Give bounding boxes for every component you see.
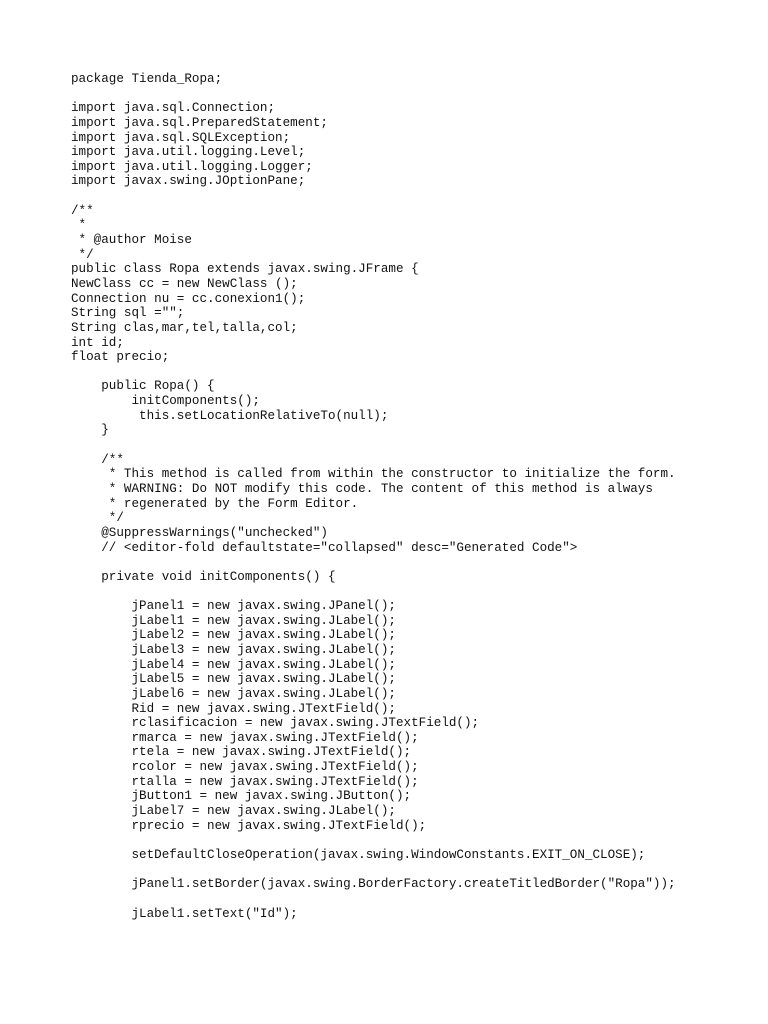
code-line: jLabel2 = new javax.swing.JLabel(); (71, 628, 396, 643)
code-line: jLabel4 = new javax.swing.JLabel(); (71, 657, 396, 672)
code-line: */ (71, 511, 124, 526)
code-line: jLabel5 = new javax.swing.JLabel(); (71, 672, 396, 687)
code-line (71, 189, 676, 204)
code-line: } (71, 423, 109, 438)
code-line: * @author Moise (71, 233, 192, 248)
code-line (71, 863, 676, 878)
code-line (71, 892, 676, 907)
code-line: import java.sql.PreparedStatement; (71, 115, 328, 130)
code-line (71, 555, 676, 570)
code-line: setDefaultCloseOperation(javax.swing.WindowConstants.EXIT_ON_CLOSE); (71, 847, 646, 862)
code-line: String clas,mar,tel,talla,col; (71, 320, 298, 335)
code-line: this.setLocationRelativeTo(null); (71, 408, 389, 423)
code-block (71, 72, 676, 921)
code-line: jLabel3 = new javax.swing.JLabel(); (71, 642, 396, 657)
code-line: import java.sql.SQLException; (71, 130, 291, 145)
code-line: jLabel1 = new javax.swing.JLabel(); (71, 613, 396, 628)
code-line: * This method is called from within the constructor to initialize the form. (71, 467, 676, 482)
code-line: int id; (71, 335, 124, 350)
code-line: rprecio = new javax.swing.JTextField(); (71, 818, 427, 833)
code-line: /** (71, 452, 124, 467)
code-line: rtela = new javax.swing.JTextField(); (71, 745, 412, 760)
code-line: jLabel1.setText("Id"); (71, 906, 298, 921)
code-line: jLabel7 = new javax.swing.JLabel(); (71, 804, 396, 819)
code-line: /** (71, 203, 94, 218)
code-line: * WARNING: Do NOT modify this code. The content of this method is always (71, 481, 653, 496)
code-line: @SuppressWarnings("unchecked") (71, 525, 328, 540)
code-line: jPanel1 = new javax.swing.JPanel(); (71, 599, 396, 614)
code-line: rmarca = new javax.swing.JTextField(); (71, 730, 419, 745)
code-line: import java.sql.Connection; (71, 101, 276, 116)
code-line: */ (71, 247, 94, 262)
code-line: jLabel6 = new javax.swing.JLabel(); (71, 686, 396, 701)
code-line: public class Ropa extends javax.swing.JFrame { (71, 262, 419, 277)
code-line: private void initComponents() { (71, 569, 336, 584)
code-line: jButton1 = new javax.swing.JButton(); (71, 789, 412, 804)
code-line: package Tienda_Ropa; (71, 72, 223, 86)
code-line: import java.util.logging.Logger; (71, 159, 313, 174)
code-line: float precio; (71, 350, 170, 365)
code-line: rtalla = new javax.swing.JTextField(); (71, 774, 419, 789)
code-line (71, 584, 676, 599)
code-line (71, 365, 676, 380)
code-line: Connection nu = cc.conexion1(); (71, 291, 306, 306)
code-line: public Ropa() { (71, 379, 215, 394)
code-line: // <editor-fold defaultstate="collapsed" desc="Generated Code"> (71, 540, 578, 555)
code-line: rcolor = new javax.swing.JTextField(); (71, 760, 419, 775)
code-line: * (71, 218, 87, 233)
code-line: String sql =""; (71, 306, 185, 321)
code-line: NewClass cc = new NewClass (); (71, 276, 298, 291)
code-line: initComponents(); (71, 394, 260, 409)
code-line: import java.util.logging.Level; (71, 145, 306, 160)
code-line (71, 438, 676, 453)
code-line: jPanel1.setBorder(javax.swing.BorderFactory.createTitledBorder("Ropa")); (71, 877, 676, 892)
code-line: import javax.swing.JOptionPane; (71, 174, 306, 189)
code-line: * regenerated by the Form Editor. (71, 496, 359, 511)
code-line (71, 87, 676, 102)
code-line: Rid = new javax.swing.JTextField(); (71, 701, 396, 716)
code-line (71, 833, 676, 848)
code-line: rclasificacion = new javax.swing.JTextField(); (71, 716, 480, 731)
